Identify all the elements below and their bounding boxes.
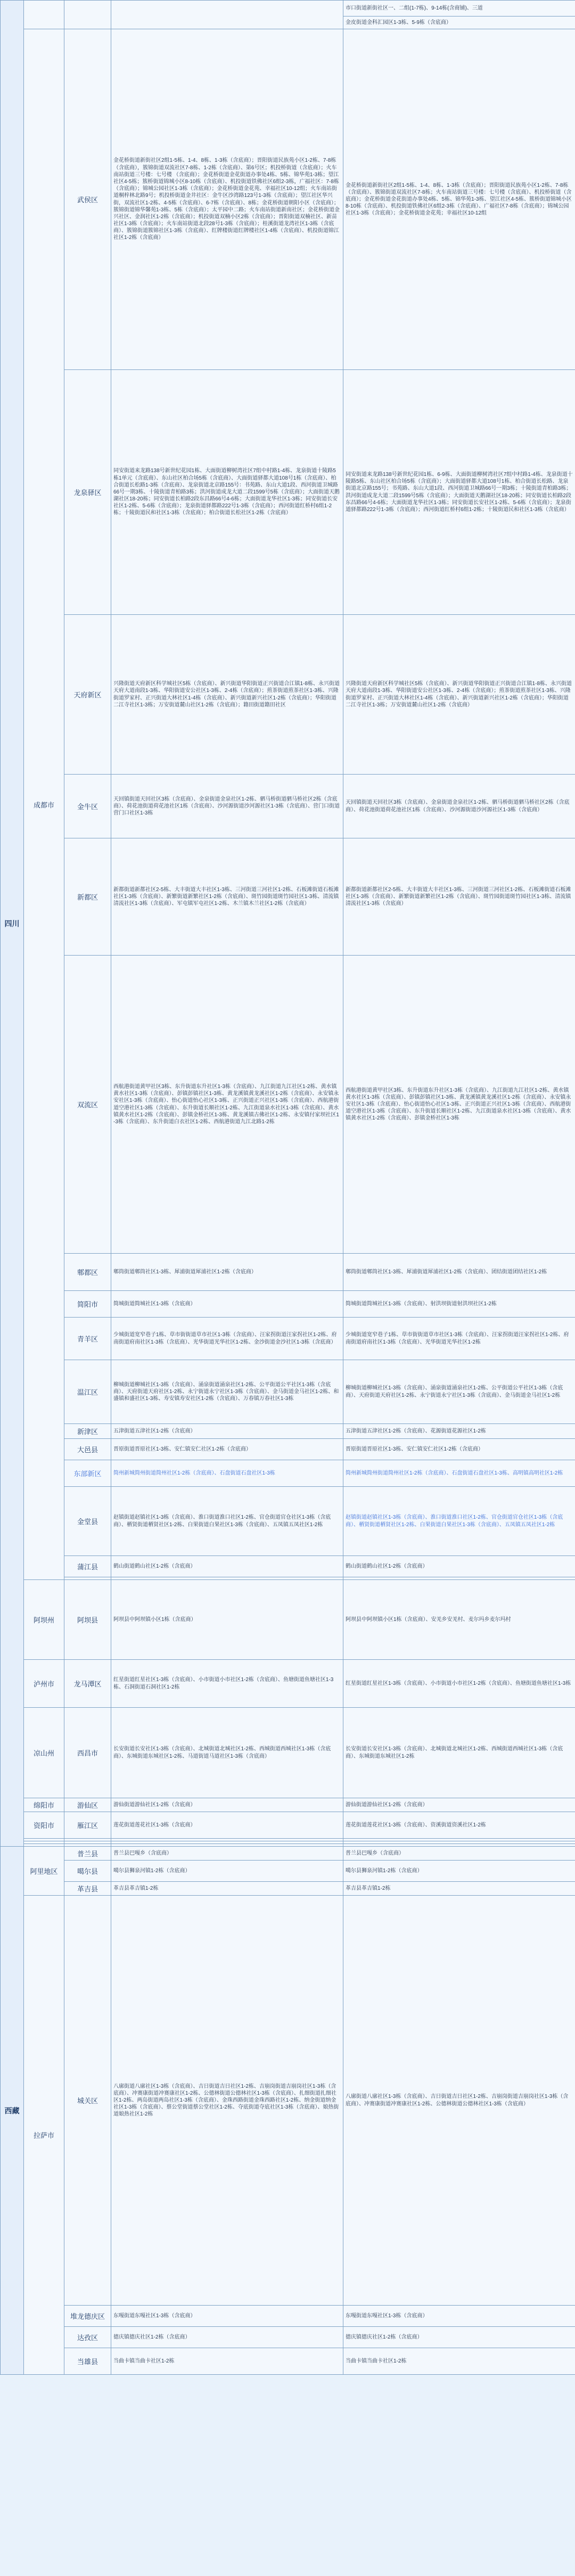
table-row bbox=[1, 1861, 575, 1882]
table-row bbox=[1, 1847, 575, 1861]
table-row bbox=[1, 1360, 575, 1424]
table-row bbox=[1, 1896, 575, 2306]
high-risk-cell: 噶尔县狮泉河镇1-2栋（含底商） bbox=[111, 1861, 343, 1882]
high-risk-cell: 八廓街道八廓社区1-3栋（含底商）、吉日街道吉日社区1-2栋、吉崩岗街道吉崩岗社区1-3栋（含底商）、冲赛康街道冲赛康社区1-2栋、公德林街道公德林社区1-3栋（含底商）、扎细街道扎细社区1-2栋、两岛街道两岛社区1-3栋（含底商）、金珠西路街道金珠西路社区1-2栋、纳金街道纳金社区1-3栋（含底商）、蔡公堂街道蔡公堂社区1-2栋、夺底街道夺底社区1-3栋（含底商）、娘热街道娘热社区1-2栋 bbox=[111, 1896, 343, 2306]
district-cell: 龙马潭区 bbox=[64, 1660, 111, 1708]
table-row bbox=[1, 1291, 575, 1318]
city-cell: 资阳市 bbox=[24, 1812, 64, 1839]
district-cell: 温江区 bbox=[64, 1360, 111, 1424]
district-cell: 噶尔县 bbox=[64, 1861, 111, 1882]
city-cell: 拉萨市 bbox=[24, 1896, 64, 2375]
district-cell: 天府新区 bbox=[64, 615, 111, 775]
high-risk-cell: 简城街道简城社区1-3栋（含底商） bbox=[111, 1291, 343, 1318]
table-row bbox=[1, 1660, 575, 1708]
high-risk-cell: 新都街道新都社区2-5栋、大丰街道大丰社区1-3栋、三河街道三河社区1-2栋、石板滩街道石板滩社区1-3栋（含底商）、新繁街道新繁社区1-2栋（含底商）、斑竹园街道斑竹园社区1-3栋、清流镇清流社区1-3栋（含底商）、军屯镇军屯社区1-2栋、木兰镇木兰社区1-2栋（含底商） bbox=[111, 838, 343, 956]
district-cell: 双流区 bbox=[64, 956, 111, 1254]
high-risk-cell: 东嘎街道东嘎社区1-3栋（含底商） bbox=[111, 2306, 343, 2327]
district-cell: 金堂县 bbox=[64, 1487, 111, 1556]
mid-risk-cell: 五津街道五津社区1-2栋（含底商）、花源街道花源社区1-2栋 bbox=[343, 1424, 575, 1439]
city-label: 成都市 bbox=[33, 801, 54, 809]
district-cell: 游仙区 bbox=[64, 1798, 111, 1812]
table-row bbox=[1, 1556, 575, 1577]
table-row bbox=[1, 1882, 575, 1896]
high-risk-cell: 西航港街道黄甲社区3栋、东升街道东升社区1-3栋（含底商）、九江街道九江社区1-2栋、黄水镇黄水社区1-3栋（含底商）、彭镇彭镇社区1-3栋、黄龙溪镇黄龙溪社区1-2栋（含底商）、永安镇永安社区1-3栋（含底商）、怡心街道怡心社区1-3栋、正兴街道正兴社区1-3栋（含底商）、西航港街道空港社区1-3栋（含底商）、东升街道长顺社区1-2栋、九江街道泉水社区1-3栋（含底商）、黄水镇黄水社区1-2栋（含底商）、彭镇金桥社区1-3栋、黄龙溪镇古佛社区1-2栋、永安镇付家坝社区1-3栋（含底商）、东升街道白衣社区1-2栋、西航港街道九江北路1-2栋 bbox=[111, 956, 343, 1254]
high-risk-cell: 革吉县革吉镇1-2栋 bbox=[111, 1882, 343, 1896]
mid-risk-cell: 游仙街道游仙社区1-2栋（含底商） bbox=[343, 1798, 575, 1812]
mid-risk-cell: 简城街道简城社区1-3栋（含底商）、射洪坝街道射洪坝社区1-2栋 bbox=[343, 1291, 575, 1318]
table-row bbox=[1, 1487, 575, 1556]
high-risk-cell: 当曲卡镇当曲卡社区1-2栋 bbox=[111, 2348, 343, 2375]
high-risk-cell: 阿坝县中阿坝镇小区1栋（含底商） bbox=[111, 1580, 343, 1660]
high-risk-cell: 兴隆街道天府新区科学城社区5栋（含底商）、新兴街道华阳街道正兴街道合江镇1-8栋、永兴街道天府大道南段1-3栋、华阳街道安公社区1-3栋、2-4栋（含底商）；煎茶街道煎茶社区1-3栋、兴隆街道罗家村、正兴街道大林社区1-4栋（含底商）、新兴街道新兴社区1-2栋（含底商）；华阳街道二江寺社区1-3栋；万安街道麓山社区1-2栋（含底商）；籍田街道籍田社区 bbox=[111, 615, 343, 775]
table-row bbox=[1, 370, 575, 615]
table-row bbox=[1, 956, 575, 1254]
mid-risk-cell: 新都街道新都社区2-5栋、大丰街道大丰社区1-3栋、三河街道三河社区1-2栋、石板滩街道石板滩社区1-3栋（含底商）、新繁街道新繁社区1-2栋（含底商）、斑竹园街道斑竹园社区1-3栋、清流镇清流社区1-3栋（含底商） bbox=[343, 838, 575, 956]
high-risk-cell: 游仙街道游仙社区1-2栋（含底商） bbox=[111, 1798, 343, 1812]
city-cell bbox=[24, 29, 64, 1580]
high-risk-cell: 同安街道来龙路138号新世纪花园1栋、大面街道柳树湾社区7组中村路1-4栋、龙泉街道十陵路5栋1单元（含底商）、东山社区柏合场5栋（含底商）、大面街道驿都大道108号1栋（含底商）、柏合街道长松路1-3栋（含底商）、龙泉街道北京路155号：书苑路、东山大道1段、西河街道卫城路66号一期3栋、十陵街道青柏路3栋；洪河街道成龙大道二段1599号5栋（含底商）；大面街道天鹅湖社区18-20栋；同安街道长柏路2段东昌路66号4-6栋；大面街道龙华社区1-3栋；同安街道长安社区1-2栋、5-6栋（含底商）；龙泉街道驿都路222号1-3栋（含底商）；西河街道红桥村6组1-2栋；十陵街道民和社区1-3栋（含底商）；柏合街道长松社区1-2栋（含底商） bbox=[111, 370, 343, 615]
city-cell: 凉山州 bbox=[24, 1708, 64, 1798]
mid-risk-cell: 德庆镇德庆社区1-2栋（含底商） bbox=[343, 2327, 575, 2348]
high-risk-cell: 柳城街道柳城社区1-3栋（含底商）、涌泉街道涌泉社区1-2栋、公平街道公平社区1-3栋（含底商）、天府街道天府社区1-2栋、永宁街道永宁社区1-3栋（含底商）、金马街道金马社区1-2栋、和盛镇和盛社区1-3栋、寿安镇寿安社区1-2栋（含底商）、万春镇万春社区1-3栋 bbox=[111, 1360, 343, 1424]
table-row bbox=[1, 1460, 575, 1487]
city-cell: 阿里地区 bbox=[24, 1847, 64, 1896]
table-row bbox=[1, 1, 575, 17]
mid-risk-cell: 鹤山街道鹤山社区1-2栋（含底商） bbox=[343, 1556, 575, 1577]
district-cell: 武侯区 bbox=[64, 29, 111, 370]
district-cell: 革吉县 bbox=[64, 1882, 111, 1896]
high-risk-cell: 赵镇街道赵镇社区1-3栋（含底商）、淮口街道淮口社区1-2栋、官仓街道官仓社区1-3栋（含底商）、栖贤街道栖贤社区1-2栋、白果街道白果社区1-3栋（含底商）、五凤镇五凤社区1-2栋 bbox=[111, 1487, 343, 1556]
high-risk-cell: 简州新城简州街道简州社区1-2栋（含底商）、石盘街道石盘社区1-3栋 bbox=[111, 1460, 343, 1487]
province-cell bbox=[1, 1, 24, 1847]
mid-risk-cell: 红星街道红星社区1-3栋（含底商）、小市街道小市社区1-2栋（含底商）、鱼塘街道鱼塘社区1-3栋 bbox=[343, 1660, 575, 1708]
mid-risk-cell: 普兰县巴嘎乡（含底商） bbox=[343, 1847, 575, 1861]
high-risk-cell: 普兰县巴嘎乡（含底商） bbox=[111, 1847, 343, 1861]
high-risk-cell: 晋原街道晋原社区1-3栋、安仁镇安仁社区1-2栋（含底商） bbox=[111, 1439, 343, 1460]
high-risk-cell: 郫筒街道郫筒社区1-3栋、犀浦街道犀浦社区1-2栋（含底商） bbox=[111, 1254, 343, 1291]
district-cell: 雁江区 bbox=[64, 1812, 111, 1839]
district-cell: 堆龙德庆区 bbox=[64, 2306, 111, 2327]
city-cell: 泸州市 bbox=[24, 1660, 64, 1708]
mid-risk-cell: 西航港街道黄甲社区3栋、东升街道东升社区1-3栋（含底商）、九江街道九江社区1-2栋、黄水镇黄水社区1-3栋（含底商）、彭镇彭镇社区1-3栋、黄龙溪镇黄龙溪社区1-2栋（含底商）、永安镇永安社区1-3栋（含底商）、怡心街道怡心社区1-3栋、正兴街道正兴社区1-3栋（含底商）、西航港街道空港社区1-3栋（含底商）、东升街道长顺社区1-2栋、九江街道泉水社区1-3栋（含底商）、黄水镇黄水社区1-2栋（含底商）、彭镇金桥社区1-3栋 bbox=[343, 956, 575, 1254]
mid-risk-cell: 简州新城简州街道简州社区1-2栋（含底商）、石盘街道石盘社区1-3栋、高明镇高明社区1-2栋 bbox=[343, 1460, 575, 1487]
mid-risk-cell: 阿坝县中阿坝镇小区1栋（含底商）、安羌乡安羌村、麦尔玛乡麦尔玛村 bbox=[343, 1580, 575, 1660]
district-cell: 郫都区 bbox=[64, 1254, 111, 1291]
district-cell: 蒲江县 bbox=[64, 1556, 111, 1577]
mid-risk-cell: 噶尔县狮泉河镇1-2栋（含底商） bbox=[343, 1861, 575, 1882]
city-cell: 绵阳市 bbox=[24, 1798, 64, 1812]
mid-risk-cell: 莲花街道莲花社区1-3栋（含底商）、资溪街道资溪社区1-2栋 bbox=[343, 1812, 575, 1839]
province-label: 四川 bbox=[4, 919, 20, 928]
district-cell: 新都区 bbox=[64, 838, 111, 956]
mid-risk-cell: 东嘎街道东嘎社区1-3栋（含底商） bbox=[343, 2306, 575, 2327]
mid-risk-cell: 同安街道来龙路138号新世纪花园1栋、6-9栋、大面街道柳树湾社区7组中村路1-4栋、龙泉街道十陵路5栋、东山社区柏合场5栋（含底商）；大面街道驿都大道108号1栋、柏合街道长松路、龙泉街道北京路155号；书苑路、东山大道1段、西河街道卫城路66号一期3栋；十陵街道青柏路3栋；洪河街道成龙大道二段1599号5栋（含底商）；大面街道天鹅湖社区18-20栋；同安街道长柏路2段东昌路66号4-6栋；大面街道龙华社区1-3栋；同安街道长安社区1-2栋、5-6栋（含底商）；龙泉街道驿都路222号1-3栋（含底商）；西河街道红桥村6组1-2栋；十陵街道民和社区1-3栋（含底商） bbox=[343, 370, 575, 615]
mid-risk-cell: 赵镇街道赵镇社区1-3栋（含底商）、淮口街道淮口社区1-2栋、官仓街道官仓社区1-3栋（含底商）、栖贤街道栖贤社区1-2栋、白果街道白果社区1-3栋（含底商）、五凤镇五凤社区1-2栋 bbox=[343, 1487, 575, 1556]
mid-risk-cell: 金皮街道金科汇园区1-3栋、5-9栋（含底商） bbox=[343, 17, 575, 29]
table-row bbox=[1, 1812, 575, 1839]
district-cell: 西昌市 bbox=[64, 1708, 111, 1798]
high-risk-cell: 鹤山街道鹤山社区1-2栋（含底商） bbox=[111, 1556, 343, 1577]
high-risk-cell: 金花桥街道新街社区2组1-5栋、1-4、8栋、1-3栋（含底商）；晋阳街道民族苑小区1-2栋、7-8栋（含底商），簇锦街道双流社区7-8栋、1-2栋（含底商）、第6号区；机投桥街道（含底商）；火车南站街道三号楼：七号楼 （含底商）；金花桥街道金花街道办事处4栋、5栋、锦华苑1-3栋；望江社区4-5栋；簇桥街道锦城小区8-10栋（含底商）、机投街道铁佛社区6组2-3栋，广福社区：7-8栋 （含底商）；锦城公园社区1-3栋（含底商）；金花桥街道金花苑、幸福社区10-12组；火车南站街道桐梓林北路9号；机投桥街道金井社区：金牛区沙湾路123号1-3栋（含底商）；望江社区华兴街，双流社区1-2栋、4-5栋（含底商）、6-7栋（含底商）、8栋；金花桥街道朝阳小区（含底商）；簇锦街道锦华馨苑1-3栋、5栋（含底商）；太平园中二路；火车南站街道新南社区；金花桥街道金兴社区、金润社区1-2栋（含底商）；机投街道双楠小区2栋（含底商）；晋阳街道双楠社区、新苗社区1-3栋（含底商）；火车南站街道北段28号1-3栋（含底商）；桂溪街道龙湾社区1-3栋（含底商）、簇锦街道簇锦社区1-3栋（含底商）、红牌楼街道红牌楼社区1-4栋（含底商）、机投街道锦江社区1-2栋（含底商） bbox=[111, 29, 343, 370]
table-row bbox=[1, 2306, 575, 2327]
mid-risk-cell: 郫筒街道郫筒社区1-3栋、犀浦街道犀浦社区1-2栋（含底商）、团结街道团结社区1-2栋 bbox=[343, 1254, 575, 1291]
table-row bbox=[1, 1254, 575, 1291]
district-cell: 普兰县 bbox=[64, 1847, 111, 1861]
mid-risk-cell: 当曲卡镇当曲卡社区1-2栋 bbox=[343, 2348, 575, 2375]
table-row bbox=[1, 1798, 575, 1812]
mid-risk-cell: 长安街道长安社区1-3栋（含底商）、北城街道北城社区1-2栋、西城街道西城社区1-3栋（含底商）、东城街道东城社区1-2栋 bbox=[343, 1708, 575, 1798]
province-cell bbox=[1, 1847, 24, 2375]
table-row bbox=[1, 838, 575, 956]
table-row bbox=[1, 1439, 575, 1460]
high-risk-cell: 红星街道红星社区1-3栋（含底商）、小市街道小市社区1-2栋（含底商）、鱼塘街道鱼塘社区1-3栋、石洞街道石洞社区1-2栋 bbox=[111, 1660, 343, 1708]
city-cell: 阿坝州 bbox=[24, 1580, 64, 1660]
mid-risk-cell: 金花桥街道新街社区2组1-5栋、1-4、8栋、1-3栋（含底商）；晋阳街道民族苑小区1-2栋、7-8栋（含底商）、簇锦街道双流社区7-8栋；火车南站街道三号楼：七号楼（含底商）、机投桥街道（含底商）；金花桥街道金花街道办事处4栋、5栋、锦华苑1-3栋、望江社区4-5栋、簇桥街道锦城小区8-10栋（含底商）、机投街道铁佛社区6组2-3栋（含底商）、广福社区7-8栋（含底商）；锦城公园社区1-3栋（含底商）；金花桥街道金花苑；幸福社区10-12组 bbox=[343, 29, 575, 370]
district-cell: 金牛区 bbox=[64, 775, 111, 838]
high-risk-cell: 五津街道五津社区1-2栋（含底商） bbox=[111, 1424, 343, 1439]
mid-risk-cell: 晋原街道晋原社区1-3栋、安仁镇安仁社区1-2栋（含底商） bbox=[343, 1439, 575, 1460]
district-cell: 城关区 bbox=[64, 1896, 111, 2306]
district-cell: 简阳市 bbox=[64, 1291, 111, 1318]
table-row bbox=[1, 2327, 575, 2348]
table-row bbox=[1, 1318, 575, 1360]
mid-risk-cell: 革吉县革吉镇1-2栋 bbox=[343, 1882, 575, 1896]
high-risk-cell: 德庆镇德庆社区1-2栋（含底商） bbox=[111, 2327, 343, 2348]
district-cell: 达孜区 bbox=[64, 2327, 111, 2348]
district-cell: 大邑县 bbox=[64, 1439, 111, 1460]
table-row bbox=[1, 29, 575, 370]
table-row bbox=[1, 1708, 575, 1798]
table-row bbox=[1, 2348, 575, 2375]
district-cell: 阿坝县 bbox=[64, 1580, 111, 1660]
province-label: 西藏 bbox=[4, 2106, 20, 2115]
mid-risk-cell: 八廓街道八廓社区1-3栋（含底商）、吉日街道吉日社区1-2栋、吉崩岗街道吉崩岗社区1-3栋（含底商）、冲赛康街道冲赛康社区1-2栋、公德林街道公德林社区1-3栋（含底商） bbox=[343, 1896, 575, 2306]
high-risk-cell: 天回镇街道天回社区3栋（含底商）、金泉街道金泉社区1-2栋、驷马桥街道驷马桥社区2栋（含底商）、荷花池街道荷花池社区1栋（含底商）、沙河源街道沙河源社区1-3栋（含底商）、营门口街道营门口社区1-3栋 bbox=[111, 775, 343, 838]
mid-risk-cell: 少城街道宽窄巷子1栋、草市街街道草市社区1-3栋（含底商）、汪家拐街道汪家拐社区1-2栋、府南街道府南社区1-3栋（含底商）、光华街道光华社区1-2栋 bbox=[343, 1318, 575, 1360]
mid-risk-cell: 兴隆街道天府新区科学城社区5栋（含底商）、新兴街道华阳街道正兴街道合江镇1-8栋、永兴街道天府大道南段1-3栋、华阳街道安公社区1-3栋、2-4栋（含底商）；煎茶街道煎茶社区1-3栋、兴隆街道罗家村、正兴街道大林社区1-4栋（含底商）、新兴街道新兴社区1-2栋（含底商）；华阳街道二江寺社区1-3栋；万安街道麓山社区1-2栋（含底商） bbox=[343, 615, 575, 775]
district-cell: 新津区 bbox=[64, 1424, 111, 1439]
mid-risk-cell: 天回镇街道天回社区3栋（含底商）、金泉街道金泉社区1-2栋、驷马桥街道驷马桥社区2栋（含底商）、荷花池街道荷花池社区1栋（含底商）、沙河源街道沙河源社区1-3栋（含底商） bbox=[343, 775, 575, 838]
table-row bbox=[1, 1424, 575, 1439]
district-cell: 龙泉驿区 bbox=[64, 370, 111, 615]
high-risk-cell: 莲花街道莲花社区1-3栋（含底商） bbox=[111, 1812, 343, 1839]
district-cell: 青羊区 bbox=[64, 1318, 111, 1360]
high-risk-cell: 少城街道宽窄巷子1栋、草市街街道草市社区1-3栋（含底商）、汪家拐街道汪家拐社区1-2栋、府南街道府南社区1-3栋（含底商）、光华街道光华社区1-2栋、金沙街道金沙社区1-3栋（含底商） bbox=[111, 1318, 343, 1360]
mid-risk-cell: 市口街道新街社区一、二组(1-7栋)、9-14栋(含商铺)、三道 bbox=[343, 1, 575, 17]
district-cell: 当雄县 bbox=[64, 2348, 111, 2375]
table-row bbox=[1, 1580, 575, 1660]
table-row bbox=[1, 615, 575, 775]
high-risk-cell: 长安街道长安社区1-3栋（含底商）、北城街道北城社区1-2栋、西城街道西城社区1-3栋（含底商）、东城街道东城社区1-2栋、马道街道马道社区1-3栋（含底商） bbox=[111, 1708, 343, 1798]
district-cell: 东部新区 bbox=[64, 1460, 111, 1487]
mid-risk-cell: 柳城街道柳城社区1-3栋（含底商）、涌泉街道涌泉社区1-2栋、公平街道公平社区1-3栋（含底商）、天府街道天府社区1-2栋、永宁街道永宁社区1-3栋（含底商）、金马街道金马社区1-2栋 bbox=[343, 1360, 575, 1424]
table-row bbox=[1, 775, 575, 838]
